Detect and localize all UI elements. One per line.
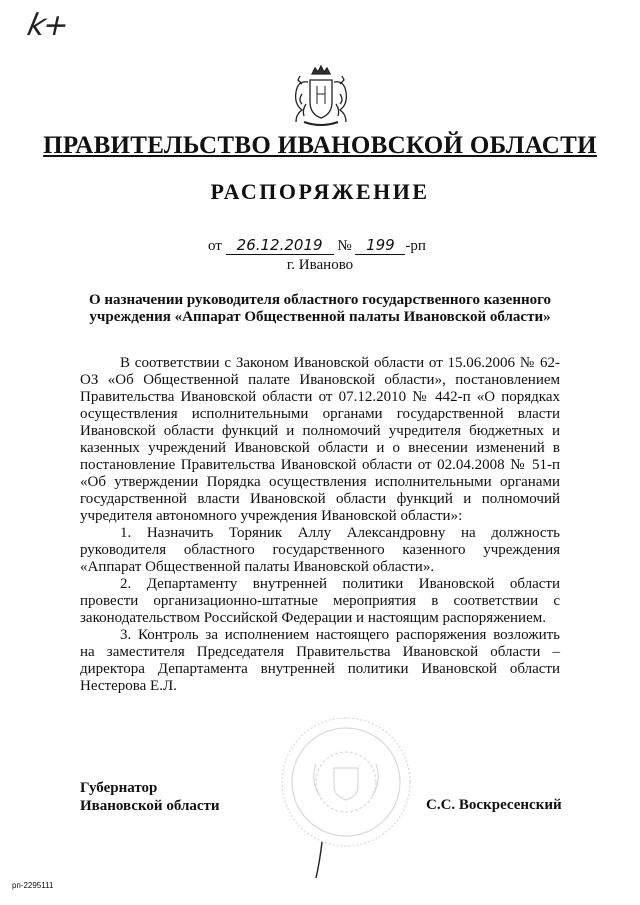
number-value: 199 — [355, 236, 405, 255]
position-line-2: Ивановской области — [80, 798, 220, 814]
city: г. Иваново — [286, 257, 354, 273]
document-subject: О назначении руководителя областного государственного казенного учреждения «Аппарат Общественной палаты Ивановской области» — [88, 292, 552, 325]
preamble-paragraph: В соответствии с Законом Ивановской области от 15.06.2006 № 62-ОЗ «Об Общественной палате Ивановской области», постановлением Правительства Ивановской области от 07.12.2010 № 442-п «О порядках осуществления исполнительными органами государственной власти Ивановской области функций и полномочий учредителя бюджетных и казенных учреждений Ивановской области и о внесении изменений в постановление Правительства Ивановской области от 02.04.2008 № 51-п «Об утверждении Порядка осуществления исполнительными органами государственной власти Ивановской области функций и полномочий учредителя автономного учреждения Ивановской области»: — [80, 355, 560, 524]
coat-of-arms-emblem — [288, 64, 354, 130]
handwritten-pen-stroke — [312, 840, 328, 880]
number-sign: № — [337, 238, 352, 254]
item-2: 2. Департаменту внутренней политики Ивановской области провести организационно-штатные мероприятия в соответствии с законодательством Российской Федерации и настоящим распоряжением. — [80, 576, 560, 626]
handwritten-annotation: k+ — [24, 8, 71, 43]
number-suffix: -рп — [405, 238, 426, 254]
date-number-line — [208, 236, 426, 255]
document-body — [80, 355, 560, 695]
item-3: 3. Контроль за исполнением настоящего распоряжения возложить на заместителя Председателя Правительства Ивановской области – директора Департамента внутренней политики Ивановской области Нестерова Е.Л. — [80, 627, 560, 694]
document-code: рп-2295111 — [12, 881, 54, 890]
document-type: РАСПОРЯЖЕНИЕ — [210, 179, 430, 204]
official-seal-stamp — [276, 712, 416, 852]
signatory-position — [80, 779, 220, 815]
item-1: 1. Назначить Торяник Аллу Александровну на должность руководителя областного государственного казенного учреждения «Аппарат Общественной палаты Ивановской области». — [80, 525, 560, 575]
position-line-1: Губернатор — [80, 780, 158, 796]
date-value: 26.12.2019 — [226, 236, 334, 255]
date-prefix: от — [208, 238, 222, 254]
signatory-name: С.С. Воскресенский — [426, 797, 562, 813]
government-title: ПРАВИТЕЛЬСТВО ИВАНОВСКОЙ ОБЛАСТИ — [43, 132, 597, 159]
